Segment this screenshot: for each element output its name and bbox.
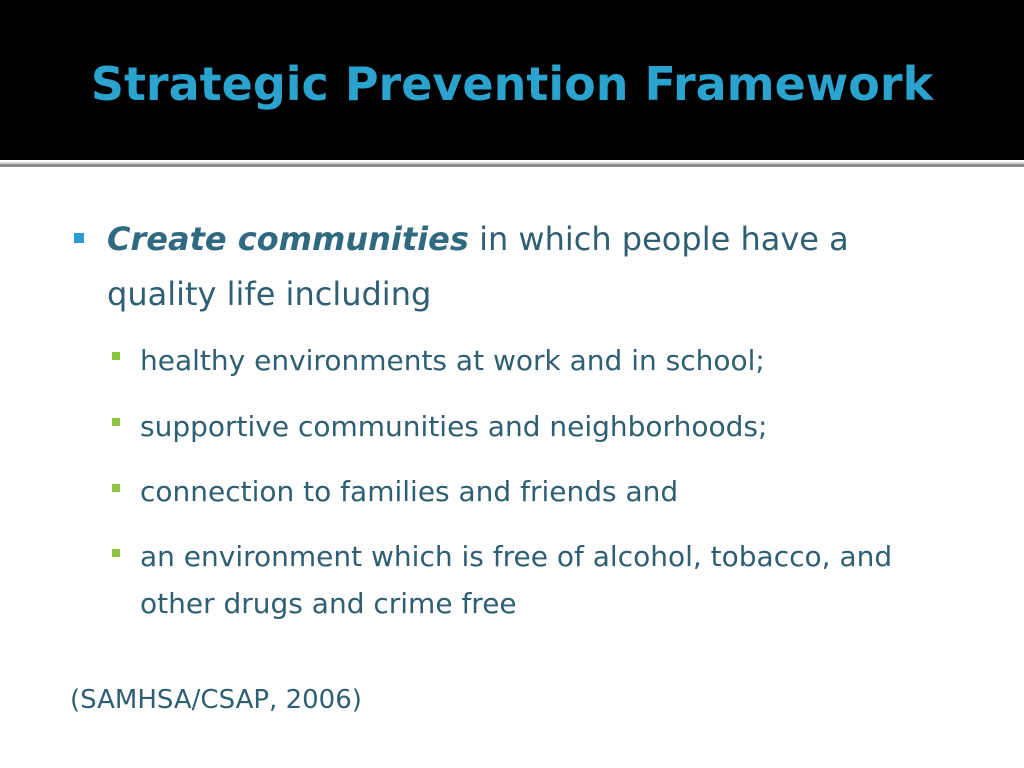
small-square-bullet-icon xyxy=(112,549,120,557)
sub-point-4: an environment which is free of alcohol, tobacco, and other drugs and crime free xyxy=(140,540,893,620)
main-point xyxy=(107,212,967,322)
sub-point-1: healthy environments at work and in school; xyxy=(140,344,765,377)
citation: (SAMHSA/CSAP, 2006) xyxy=(70,685,362,715)
sub-point-3: connection to families and friends and xyxy=(140,475,679,508)
square-bullet-icon xyxy=(74,233,84,243)
small-square-bullet-icon xyxy=(112,418,120,426)
main-point-emphasis: Create communities xyxy=(107,220,469,258)
small-square-bullet-icon xyxy=(112,484,120,492)
small-square-bullet-icon xyxy=(112,352,120,360)
sub-point-2: supportive communities and neighborhoods; xyxy=(140,410,768,443)
slide-title: Strategic Prevention Framework xyxy=(90,57,934,111)
main-point-text: in which people have a quality life including xyxy=(107,220,849,313)
